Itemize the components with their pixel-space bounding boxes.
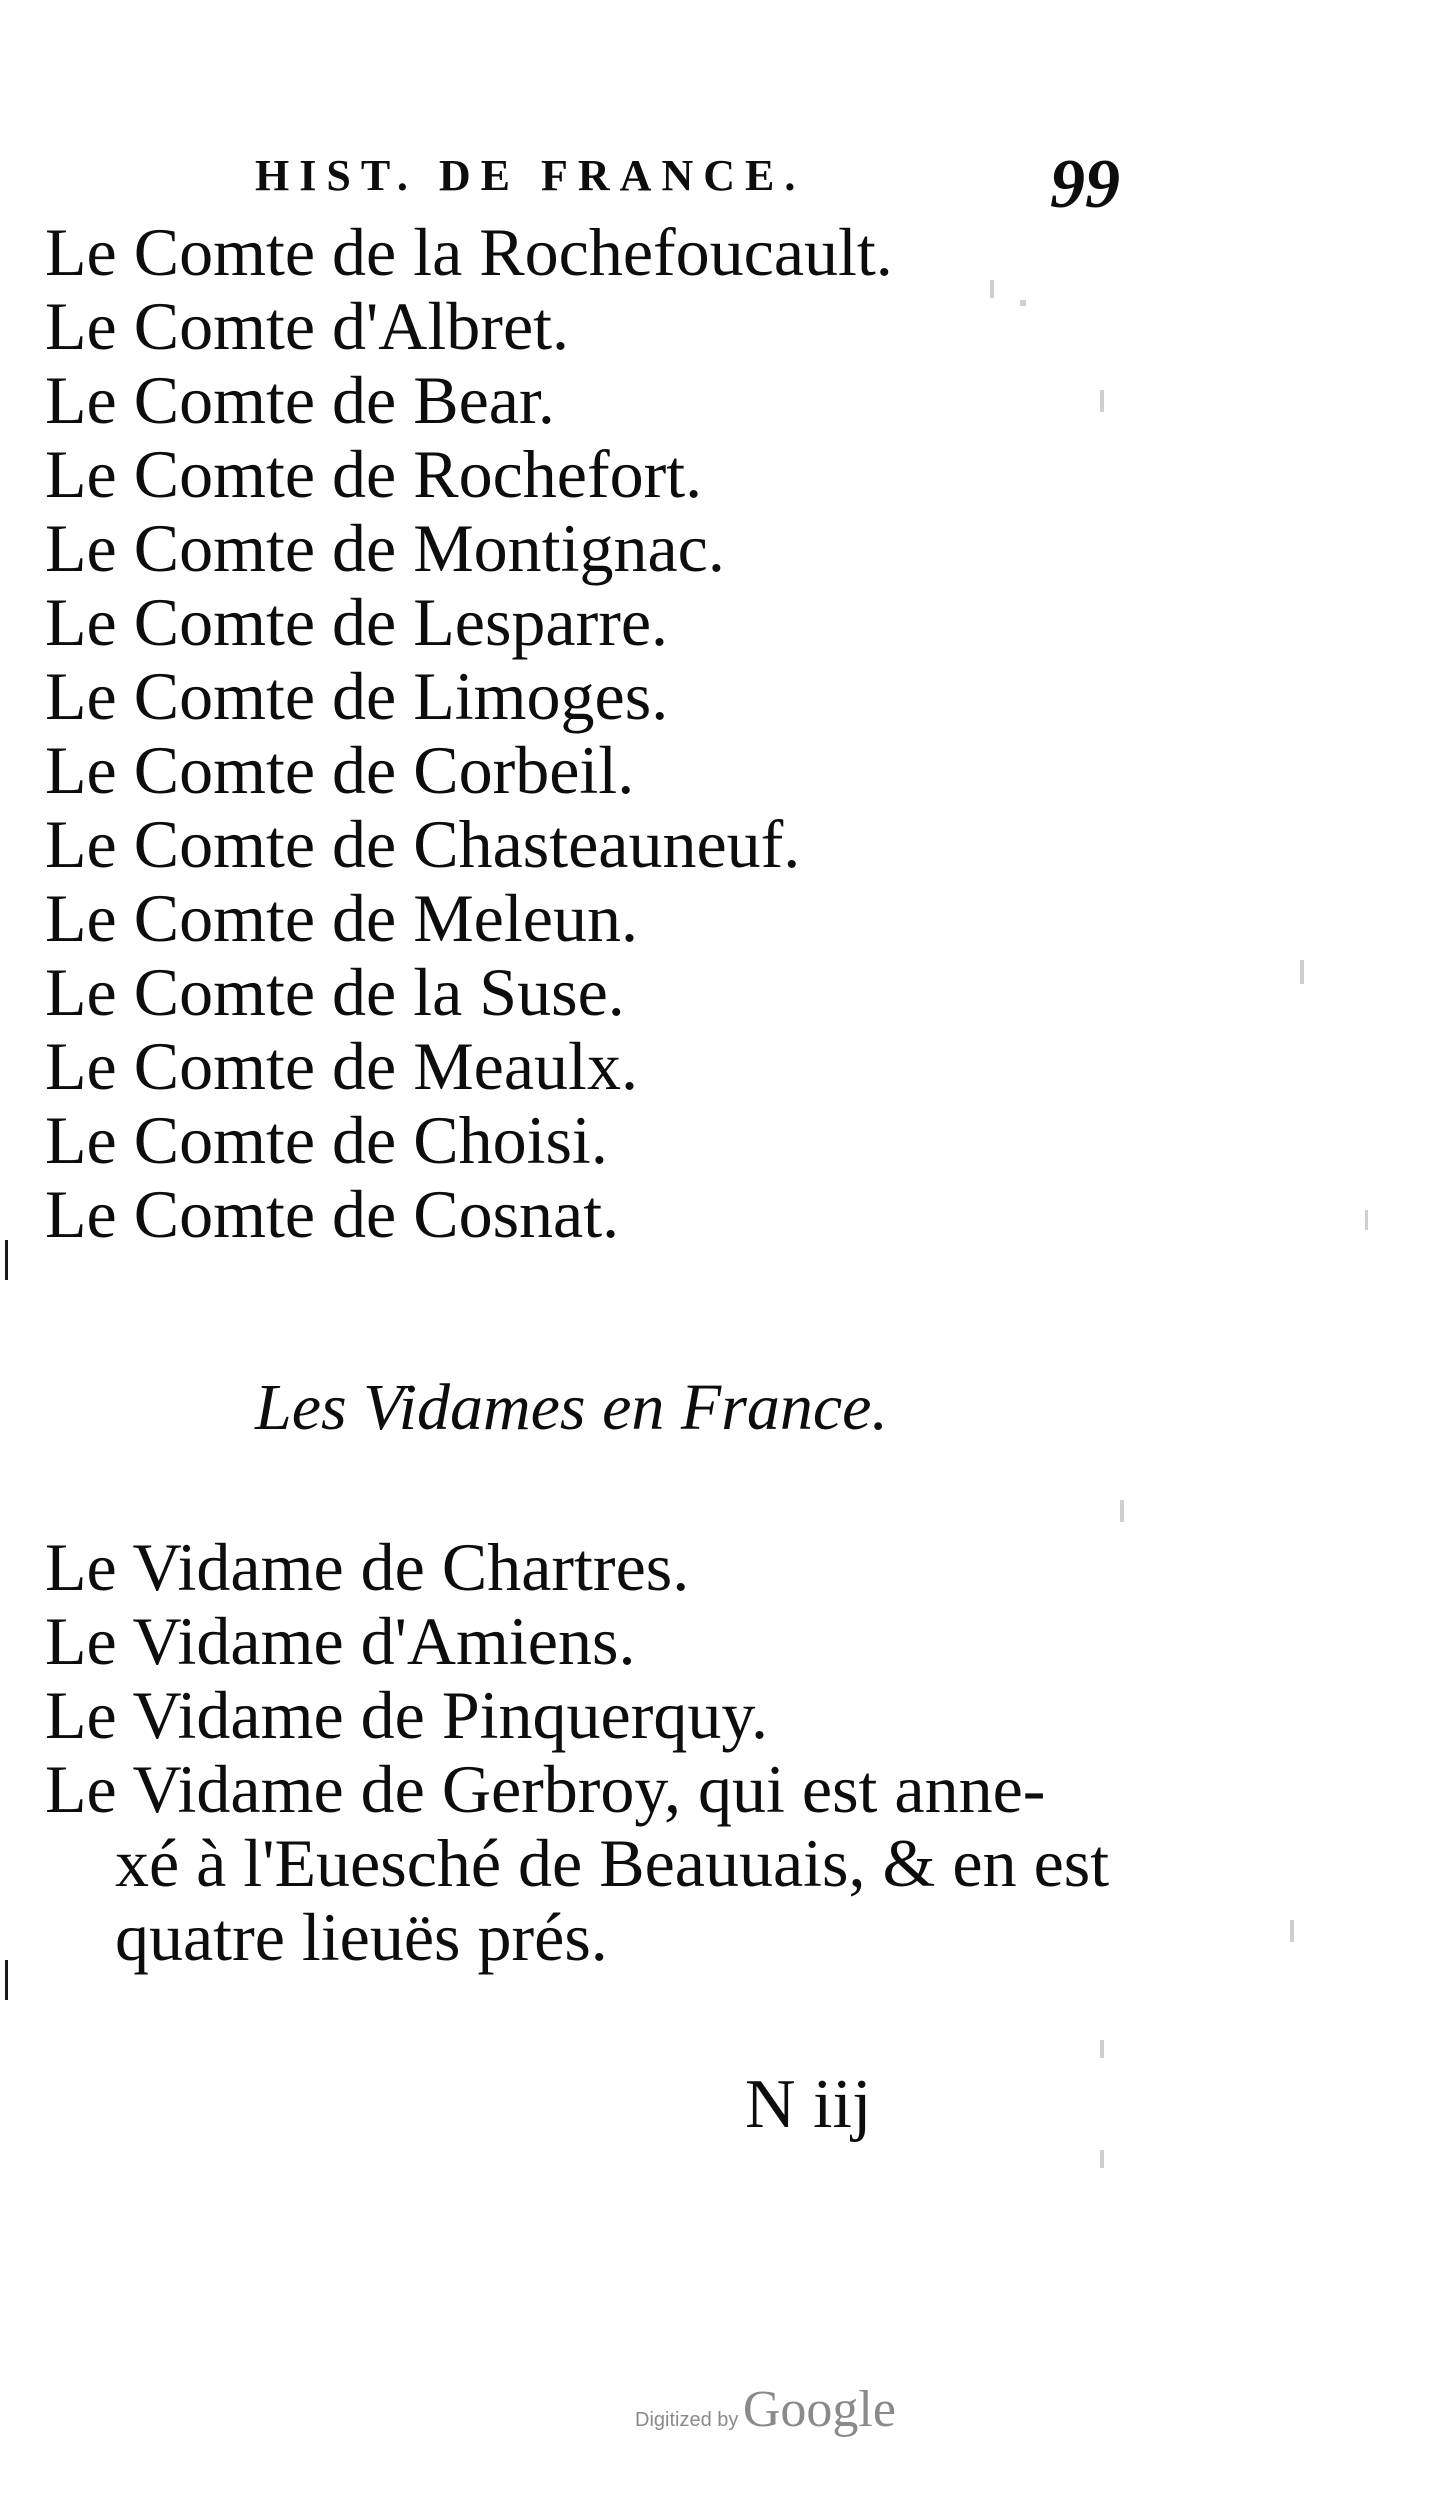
list-item: Le Vidame de Gerbroy, qui est anne- bbox=[45, 1751, 1046, 1827]
comtes-list bbox=[45, 215, 893, 1251]
list-item: Le Comte de Lesparre. bbox=[45, 584, 669, 660]
list-item: Le Vidame de Chartres. bbox=[45, 1529, 690, 1605]
page-number: 99 bbox=[1050, 146, 1120, 223]
list-item: Le Comte de Cosnat. bbox=[45, 1176, 620, 1252]
list-item: Le Comte de Corbeil. bbox=[45, 732, 635, 808]
list-item: Le Comte de Rochefort. bbox=[45, 436, 703, 512]
list-item: Le Comte de Limoges. bbox=[45, 658, 669, 734]
list-item: Le Comte de Chasteauneuf. bbox=[45, 806, 801, 882]
list-item: Le Comte de Choisi. bbox=[45, 1102, 608, 1178]
list-item: Le Comte de Meleun. bbox=[45, 880, 638, 956]
vidames-list bbox=[45, 1530, 1109, 1974]
list-item: Le Comte de la Rochefoucault. bbox=[45, 214, 893, 290]
list-item-continuation: quatre lieuës prés. bbox=[115, 1899, 608, 1975]
list-item-continuation: xé à l'Euesché de Beauuais, & en est bbox=[115, 1825, 1110, 1901]
signature-mark: N iij bbox=[745, 2066, 872, 2143]
list-item: Le Comte d'Albret. bbox=[45, 288, 570, 364]
list-item: Le Comte de Bear. bbox=[45, 362, 555, 438]
list-item: Le Vidame de Pinquerquy. bbox=[45, 1677, 768, 1753]
running-title: HIST. DE FRANCE. bbox=[255, 151, 806, 200]
google-logo: Google bbox=[742, 2381, 896, 2438]
list-item: Le Vidame d'Amiens. bbox=[45, 1603, 636, 1679]
list-item: Le Comte de Montignac. bbox=[45, 510, 725, 586]
watermark-prefix: Digitized by bbox=[635, 2409, 739, 2431]
digitized-watermark bbox=[635, 2380, 896, 2439]
list-item: Le Comte de la Suse. bbox=[45, 954, 625, 1030]
list-item: Le Comte de Meaulx. bbox=[45, 1028, 638, 1104]
section-title-vidames: Les Vidames en France. bbox=[255, 1371, 888, 1444]
